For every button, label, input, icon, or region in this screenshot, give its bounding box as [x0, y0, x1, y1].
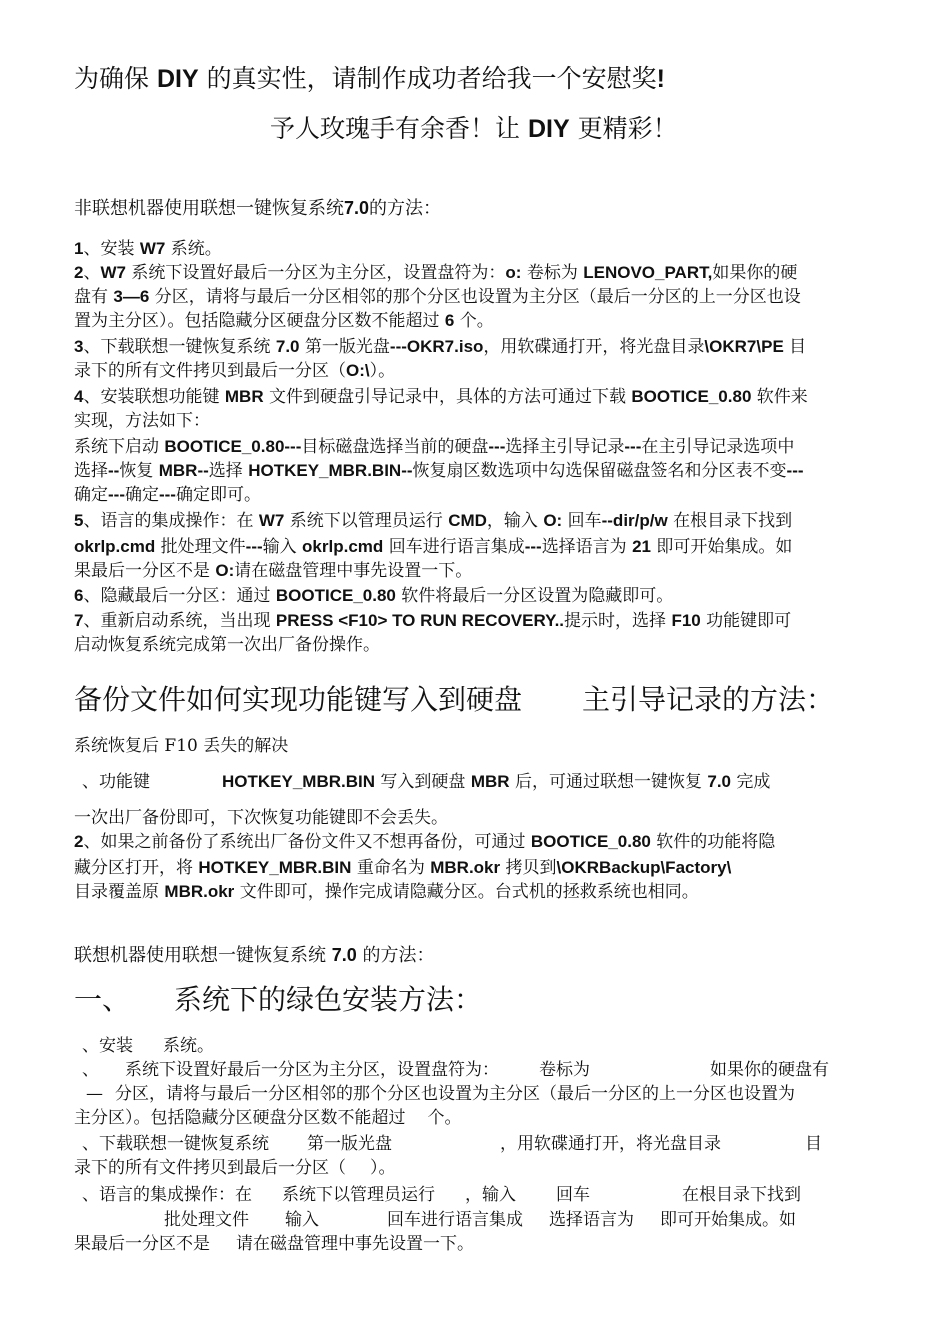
line-text: 恢复扇区数选项中勾选保留磁盘签名和分区表不变 — [412, 461, 787, 481]
line-bold: MBR-- — [158, 461, 209, 480]
part2-line — [82, 770, 770, 794]
line-text: ，用软碟通打开，将光盘目录 — [483, 337, 705, 357]
line-text: 分区，请将与最后一分区相邻的那个分区也设置为主分区（最后一分区的上一分区也设 — [149, 287, 801, 307]
line-bold: o: — [505, 263, 522, 282]
line-text: 在根目录下找到 — [682, 1185, 801, 1205]
line-text: 输入 — [262, 537, 303, 557]
line-text: 请在磁盘管理中事先设置一下。 — [236, 1234, 474, 1254]
line-text: 即可开始集成。如 — [651, 537, 793, 557]
line-text: — — [86, 1084, 103, 1104]
header-bold: DIY — [156, 65, 199, 93]
line-bold: BOOTICE_0.80 — [275, 586, 396, 605]
line-bold: HOTKEY_MBR.BIN-- — [248, 461, 413, 480]
line-text: 目标磁盘选择当前的硬盘 — [301, 437, 489, 457]
line-text: 卷标为 — [539, 1060, 590, 1080]
part3-line — [86, 1082, 795, 1106]
part3-line — [74, 1156, 396, 1180]
part3-line — [82, 1058, 829, 1082]
line-bold: \OKR7\PE — [704, 337, 784, 356]
line-text: 第一版光盘 — [299, 337, 390, 357]
heading-text: 联想机器使用联想一键恢复系统 — [74, 945, 332, 966]
line-text: 确定即可。 — [175, 485, 261, 505]
part3-line — [74, 1106, 462, 1130]
header-text: 予人玫瑰手有余香！让 — [270, 114, 521, 143]
line-text: 、 — [82, 1060, 99, 1080]
line-bold: 3—6 — [113, 287, 150, 306]
line-text: 回车 — [556, 1185, 590, 1205]
part1-heading — [74, 196, 441, 221]
line-bold: --dir/p/w — [601, 511, 668, 530]
header-line-2 — [270, 112, 678, 146]
line-bold: 6 — [444, 311, 455, 330]
line-text: 系统下设置好最后一分区为主分区，设置盘符为： — [125, 1060, 499, 1080]
line-text: 、重新启动系统，当出现 — [83, 611, 276, 631]
line-text: 第一版光盘 — [307, 1134, 392, 1154]
line-bold: 4 — [74, 387, 84, 406]
line-bold: W7 — [100, 263, 126, 282]
line-bold: LENOVO_PART, — [583, 263, 713, 282]
line-text: 系统下设置好最后一分区为主分区，设置盘符为： — [125, 263, 506, 283]
line-text: 系统下以管理员运行 — [284, 511, 449, 531]
line-bold: MBR.okr — [430, 858, 501, 877]
line-bold: MBR — [470, 772, 510, 791]
line-text: 确定 — [74, 485, 108, 505]
line-bold: MBR — [224, 387, 264, 406]
part1-line — [74, 633, 380, 657]
line-bold: --- — [108, 485, 125, 504]
line-text: 批处理文件 — [164, 1210, 249, 1230]
line-text: 软件来 — [751, 387, 808, 407]
heading-text: 主引导记录的方法： — [582, 683, 835, 716]
line-text: 分区，请将与最后一分区相邻的那个分区也设置为主分区（最后一分区的上一分区也设置为 — [115, 1084, 795, 1104]
line-bold: F10 — [671, 611, 701, 630]
line-text: 批处理文件 — [155, 537, 246, 557]
part1-line — [74, 509, 792, 533]
header-text: 的真实性，请制作成功者给我一个安慰奖 — [206, 64, 657, 93]
section-text: 系统下的绿色安装方法： — [174, 983, 483, 1016]
line-text: 、安装 — [82, 1036, 133, 1056]
line-bold: CMD — [448, 511, 487, 530]
part3-line — [82, 1132, 822, 1156]
line-text: 一次出厂备份即可，下次恢复功能键即不会丢失。 — [74, 808, 448, 828]
line-bold: ---OKR7.iso — [389, 337, 484, 356]
line-text: ，输入 — [486, 511, 544, 531]
line-text: 后，可通过联想一键恢复 — [509, 772, 708, 792]
line-bold: BOOTICE_0.80 — [631, 387, 752, 406]
part1-line — [74, 359, 395, 383]
heading-text: 非联想机器使用联想一键恢复系统 — [74, 198, 344, 219]
line-bold: PRESS <F10> TO RUN RECOVERY.. — [275, 611, 565, 630]
line-bold: O: — [215, 561, 235, 580]
line-text: 选择语言为 — [549, 1210, 634, 1230]
heading-bold: 7.0 — [344, 198, 370, 218]
part3-line — [82, 1183, 801, 1207]
line-bold: --- — [624, 437, 642, 456]
line-text: 确定 — [124, 485, 159, 505]
line-bold: O: — [543, 511, 563, 530]
line-text: 目录覆盖原 — [74, 882, 165, 902]
line-text: 置为主分区）。包括隐藏分区硬盘分区数不能超过 — [74, 311, 445, 331]
heading-text: 备份文件如何实现功能键写入到硬盘 — [74, 683, 523, 716]
part3-line — [164, 1208, 796, 1232]
line-bold: 5 — [74, 511, 84, 530]
line-bold: --- — [524, 537, 542, 556]
part2-line — [74, 830, 775, 854]
line-text: 即可开始集成。如 — [660, 1210, 796, 1230]
header-text: 为确保 — [74, 64, 150, 93]
line-text: ）。 — [370, 1158, 396, 1178]
line-text: 回车进行语言集成 — [387, 1210, 523, 1230]
part1-line — [74, 409, 210, 433]
line-bold: 7.0 — [707, 772, 731, 791]
line-text: 个。 — [427, 1108, 462, 1128]
line-text: 重命名为 — [351, 858, 431, 878]
line-bold: 2 — [74, 263, 84, 282]
part2-heading — [74, 681, 834, 719]
line-bold: --- — [245, 537, 263, 556]
part1-line — [74, 483, 261, 507]
line-text: 文件即可，操作完成请隐藏分区。台式机的拯救系统也相同。 — [234, 882, 699, 902]
line-text: 、语言的集成操作：在 — [83, 511, 259, 531]
header-text: 更精彩！ — [577, 114, 678, 143]
line-bold: --- — [786, 461, 804, 480]
line-text: 藏分区打开，将 — [74, 858, 199, 878]
part1-line — [74, 385, 808, 409]
line-text: 个。 — [454, 311, 494, 331]
line-text: 如果你的硬盘有 — [710, 1060, 829, 1080]
line-bold: W7 — [139, 239, 166, 258]
line-bold: 21 — [632, 537, 652, 556]
line-text: 回车 — [562, 511, 602, 531]
part1-line — [74, 335, 806, 359]
part1-line — [74, 237, 222, 261]
part2-line — [74, 806, 448, 830]
part3-section-title — [74, 981, 482, 1019]
line-text: 录下的所有文件拷贝到最后一分区（ — [74, 361, 346, 381]
line-bold: O:\ — [346, 361, 370, 380]
line-text: 功能键即可 — [700, 611, 792, 631]
line-bold: -- — [108, 461, 120, 480]
line-text: 、隐藏最后一分区：通过 — [83, 586, 276, 606]
part1-line — [74, 285, 801, 309]
part3-heading — [74, 943, 435, 968]
heading-bold: 7.0 — [331, 945, 357, 965]
line-bold: BOOTICE_0.80 — [530, 832, 651, 851]
line-bold: MBR.okr — [164, 882, 235, 901]
line-text: 录下的所有文件拷贝到最后一分区（ — [74, 1158, 346, 1178]
line-text: 请在磁盘管理中事先设置一下。 — [234, 561, 473, 581]
line-text: 、下载联想一键恢复系统 — [83, 337, 276, 357]
line-text: 选择主引导记录 — [505, 437, 625, 457]
line-text: 果最后一分区不是 — [74, 561, 216, 581]
line-bold: --- — [158, 485, 176, 504]
line-text: 软件的功能将隐 — [650, 832, 776, 852]
line-bold: okrlp.cmd — [74, 537, 156, 556]
line-text: 文件到硬盘引导记录中，具体的方法可通过下载 — [263, 387, 632, 407]
line-text: 系统下以管理员运行 — [282, 1185, 435, 1205]
line-text: 盘有 — [74, 287, 114, 307]
heading-text: 的方法： — [356, 945, 435, 966]
line-bold: 1 — [74, 239, 84, 258]
line-bold: HOTKEY_MBR.BIN — [198, 858, 352, 877]
line-text: 在主引导记录选项中 — [641, 437, 795, 457]
line-bold: 7 — [74, 611, 84, 630]
header-bold: DIY — [527, 115, 570, 143]
line-bold: 7.0 — [275, 337, 300, 356]
line-text: 目 — [805, 1134, 822, 1154]
part1-line — [74, 309, 494, 333]
part3-line — [82, 1034, 214, 1058]
line-text: 实现，方法如下： — [74, 411, 210, 431]
line-text: 、下载联想一键恢复系统 — [82, 1134, 269, 1154]
line-text: ，输入 — [465, 1185, 516, 1205]
line-text: 提示时，选择 — [564, 611, 672, 631]
line-text: 软件将最后一分区设置为隐藏即可。 — [395, 586, 674, 606]
line-text: 系统下启动 — [74, 437, 165, 457]
line-bold: 3 — [74, 337, 84, 356]
line-text: 、安装联想功能键 — [83, 387, 225, 407]
line-bold: --- — [488, 437, 506, 456]
line-bold: okrlp.cmd — [302, 537, 384, 556]
part2-line — [74, 880, 699, 904]
line-text: ，用软碟通打开，将光盘目录 — [500, 1134, 721, 1154]
line-text: 系统。 — [165, 239, 222, 259]
part1-line — [74, 609, 791, 633]
line-bold: BOOTICE_0.80--- — [164, 437, 302, 456]
part1-line — [74, 584, 673, 608]
line-text: 目 — [783, 337, 807, 357]
part1-line — [74, 559, 472, 583]
line-text: 选择 — [74, 461, 108, 481]
line-text: 主分区）。包括隐藏分区硬盘分区数不能超过 — [74, 1108, 406, 1128]
line-text: 、 — [83, 263, 101, 283]
line-text: 、功能键 — [82, 772, 150, 792]
line-text: 写入到硬盘 — [375, 772, 471, 792]
part2-line — [74, 856, 731, 880]
part1-line — [74, 435, 794, 459]
part1-line — [74, 535, 792, 559]
line-text: 选择语言为 — [541, 537, 633, 557]
line-text: 、语言的集成操作：在 — [82, 1185, 252, 1205]
line-text: 完成 — [731, 772, 771, 792]
heading-text: 的方法： — [369, 198, 442, 219]
line-text: 在根目录下找到 — [667, 511, 793, 531]
line-bold: \OKRBackup\Factory\ — [556, 858, 732, 877]
line-text: 启动恢复系统完成第一次出厂备份操作。 — [74, 635, 380, 655]
line-text: 果最后一分区不是 — [74, 1234, 210, 1254]
line-bold: W7 — [258, 511, 285, 530]
section-number: 一、 — [74, 983, 131, 1016]
line-bold: 2 — [74, 832, 84, 851]
line-text: 、如果之前备份了系统出厂备份文件又不想再备份，可通过 — [83, 832, 531, 852]
part2-subheading: 系统恢复后 F10 丢失的解决 — [74, 736, 289, 756]
line-text: 系统。 — [163, 1036, 214, 1056]
line-text: 回车进行语言集成 — [383, 537, 525, 557]
line-text: 恢复 — [119, 461, 159, 481]
header-line-1 — [74, 62, 665, 96]
line-text: 拷贝到 — [500, 858, 557, 878]
line-text: 选择 — [208, 461, 249, 481]
part1-line — [74, 459, 804, 483]
line-text: ）。 — [369, 361, 396, 381]
line-text: 、安装 — [83, 239, 140, 259]
header-bold: ! — [656, 65, 665, 93]
line-text: 输入 — [285, 1210, 319, 1230]
part3-line — [74, 1232, 474, 1256]
line-bold: 6 — [74, 586, 84, 605]
line-text: 如果你的硬 — [712, 263, 798, 283]
part1-line — [74, 261, 797, 285]
line-bold: HOTKEY_MBR.BIN — [222, 772, 376, 791]
line-text: 卷标为 — [521, 263, 584, 283]
